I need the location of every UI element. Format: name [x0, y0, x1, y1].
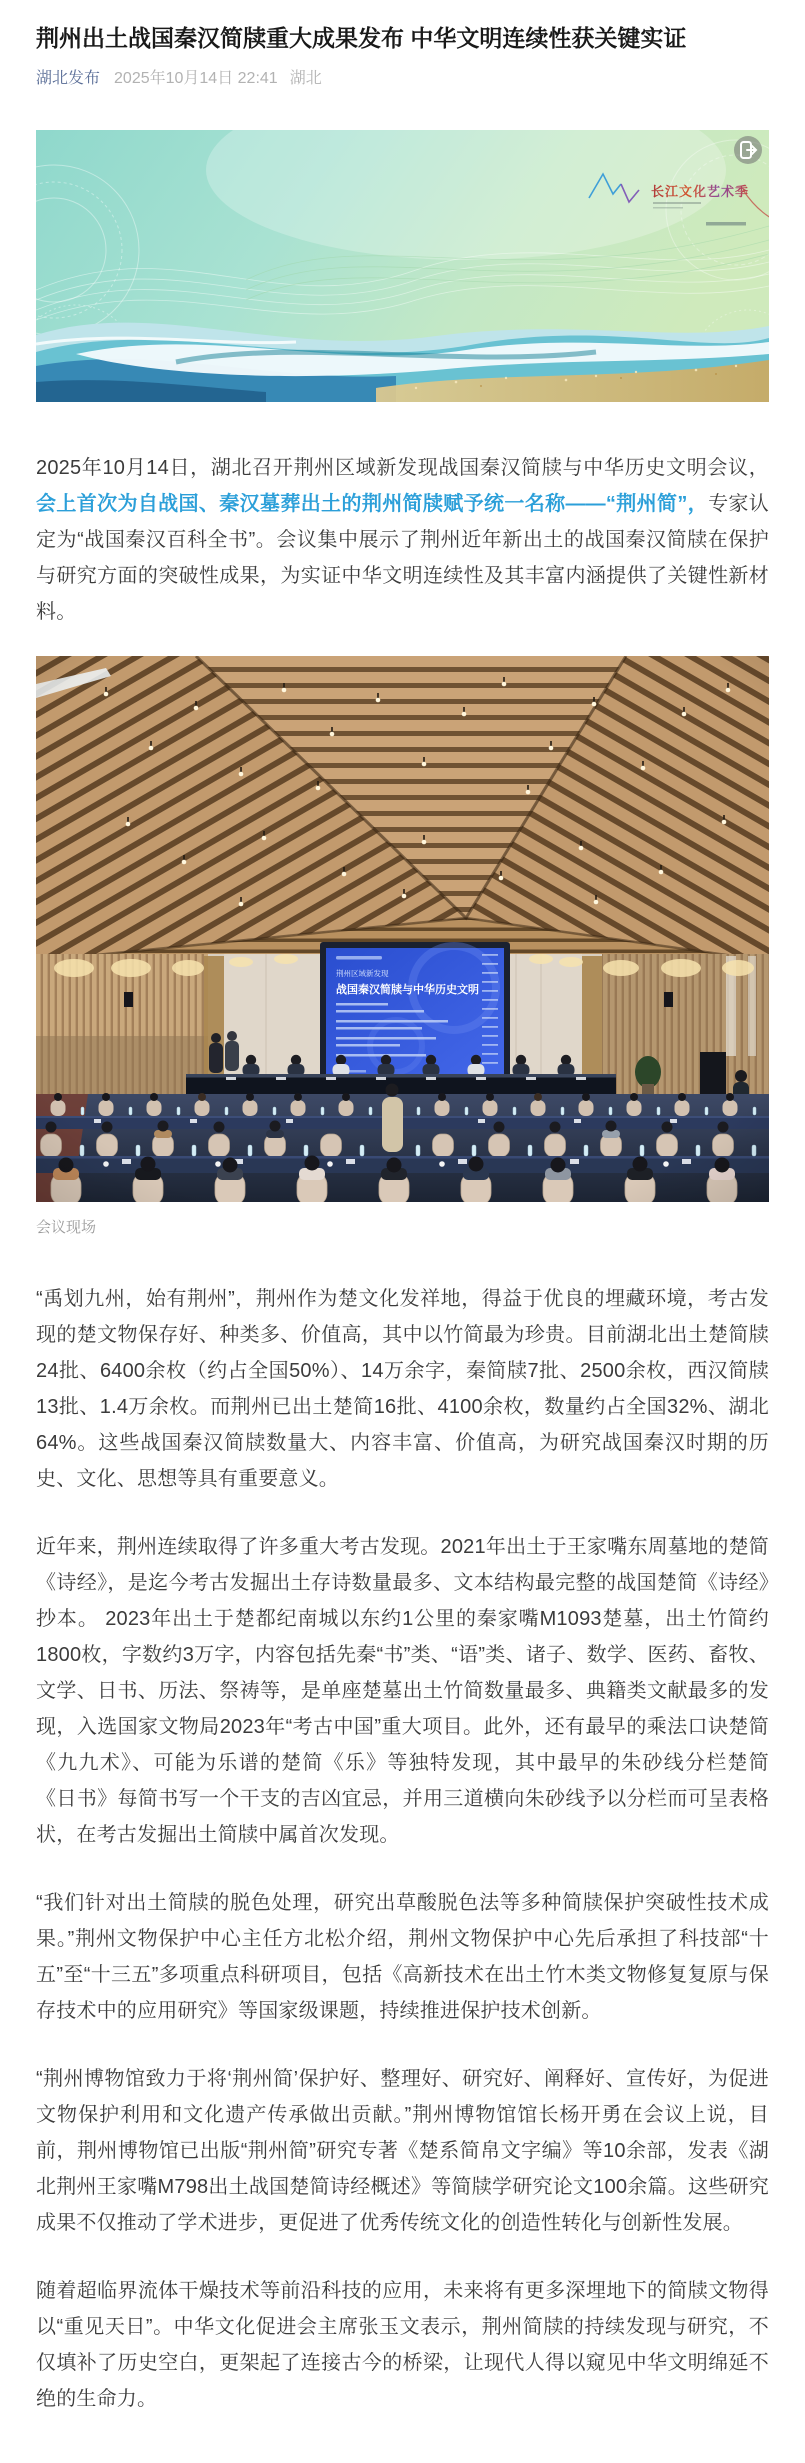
publish-time: 2025年10月14日 22:41	[114, 70, 278, 88]
paragraph-1-rest: 专家认定为“战国秦汉百科全书”。会议集中展示了荆州近年新出土的战国秦汉简牍在保护与研究方面的突破性成果，为实证中华文明连续性及其丰富内涵提供了关键性新材料。	[36, 493, 769, 624]
source-account-link[interactable]: 湖北发布	[36, 70, 101, 88]
paragraph-6: 随着超临界流体干燥技术等前沿科技的应用，未来将有更多深埋地下的简牍文物得以“重见天日”。中华文化促进会主席张玉文表示，荆州简牍的持续发现与研究，不仅填补了历史空白，更架起了连接古今的桥梁，让现代人得以窥见中华文明绵延不绝的生命力。	[36, 2280, 769, 2411]
banner-logo-text: 长江文化艺术季	[651, 184, 750, 200]
article-title: 荆州出土战国秦汉简牍重大成果发布 中华文明连续性获关键实证	[36, 25, 687, 51]
banner-image[interactable]	[36, 130, 769, 402]
paragraph-1-highlight-link[interactable]: 会上首次为自战国、秦汉墓葬出土的荆州简牍赋予统一名称——“荆州简”，	[36, 493, 709, 516]
paragraph-3: 近年来，荆州连续取得了许多重大考古发现。2021年出土于王家嘴东周墓地的楚简《诗经》，是迄今考古发掘出土存诗数量最多、文本结构最完整的战国楚简《诗经》抄本。 2023年出土于楚都纪南城以东约1公里的秦家嘴M1093楚墓，出土竹简约1800枚，字数约3万字，内容包括先秦“书”类、“语”类、诸子、数学、医药、畜牧、文学、日书、历法、祭祷等，是单座楚墓出土竹简数量最多、典籍类文献最多的发现，入选国家文物局2023年“考古中国”重大项目。此外，还有最早的乘法口诀楚简《九九术》、可能为乐谱的楚简《乐》等独特发现，其中最早的朱砂线分栏楚简《日书》每简书写一个干支的吉凶宜忌，并用三道横向朱砂线予以分栏而可呈表格状，在考古发掘出土简牍中属首次发现。	[36, 1536, 769, 1847]
paragraph-2: “禹划九州，始有荆州”，荆州作为楚文化发祥地，得益于优良的埋藏环境，考古发现的楚文物保存好、种类多、价值高，其中以竹简最为珍贵。目前湖北出土楚简牍24批、6400余枚（约占全国50%）、14万余字，秦简牍7批、2500余枚，西汉简牍13批、1.4万余枚。而荆州已出土楚简16批、4100余枚，数量约占全国32%、湖北64%。这些战国秦汉简牍数量大、内容丰富、价值高，为研究战国秦汉时期的历史、文化、思想等具有重要意义。	[36, 1288, 769, 1491]
conference-photo[interactable]	[36, 656, 769, 1202]
paragraph-4: “我们针对出土简牍的脱色处理，研究出草酸脱色法等多种简牍保护突破性技术成果。”荆州文物保护中心主任方北松介绍，荆州文物保护中心先后承担了科技部“十五”至“十三五”多项重点科研项目，包括《高新技术在出土竹木类文物修复复原与保存技术中的应用研究》等国家级课题，持续推进保护技术创新。	[36, 1892, 769, 2023]
paragraph-1-lead: 2025年10月14日，湖北召开荆州区域新发现战国秦汉简牍与中华历史文明会议，	[36, 457, 769, 480]
paragraph-5: “荆州博物馆致力于将‘荆州简’保护好、整理好、研究好、阐释好、宣传好，为促进文物保护利用和文化遗产传承做出贡献。”荆州博物馆馆长杨开勇在会议上说，目前，荆州博物馆已出版“荆州简”研究专著《楚系简帛文字编》等10余部，发表《湖北荆州王家嘴M798出土战国楚简诗经概述》等简牍学研究论文100余篇。这些研究成果不仅推动了学术进步，更促进了优秀传统文化的创造性转化与创新性发展。	[36, 2068, 769, 2235]
paragraph-1	[36, 450, 769, 630]
article-meta	[36, 69, 769, 88]
publish-location: 湖北	[289, 70, 322, 88]
photo-caption: 会议现场	[36, 1219, 97, 1237]
jump-arrow-icon[interactable]	[734, 136, 762, 164]
